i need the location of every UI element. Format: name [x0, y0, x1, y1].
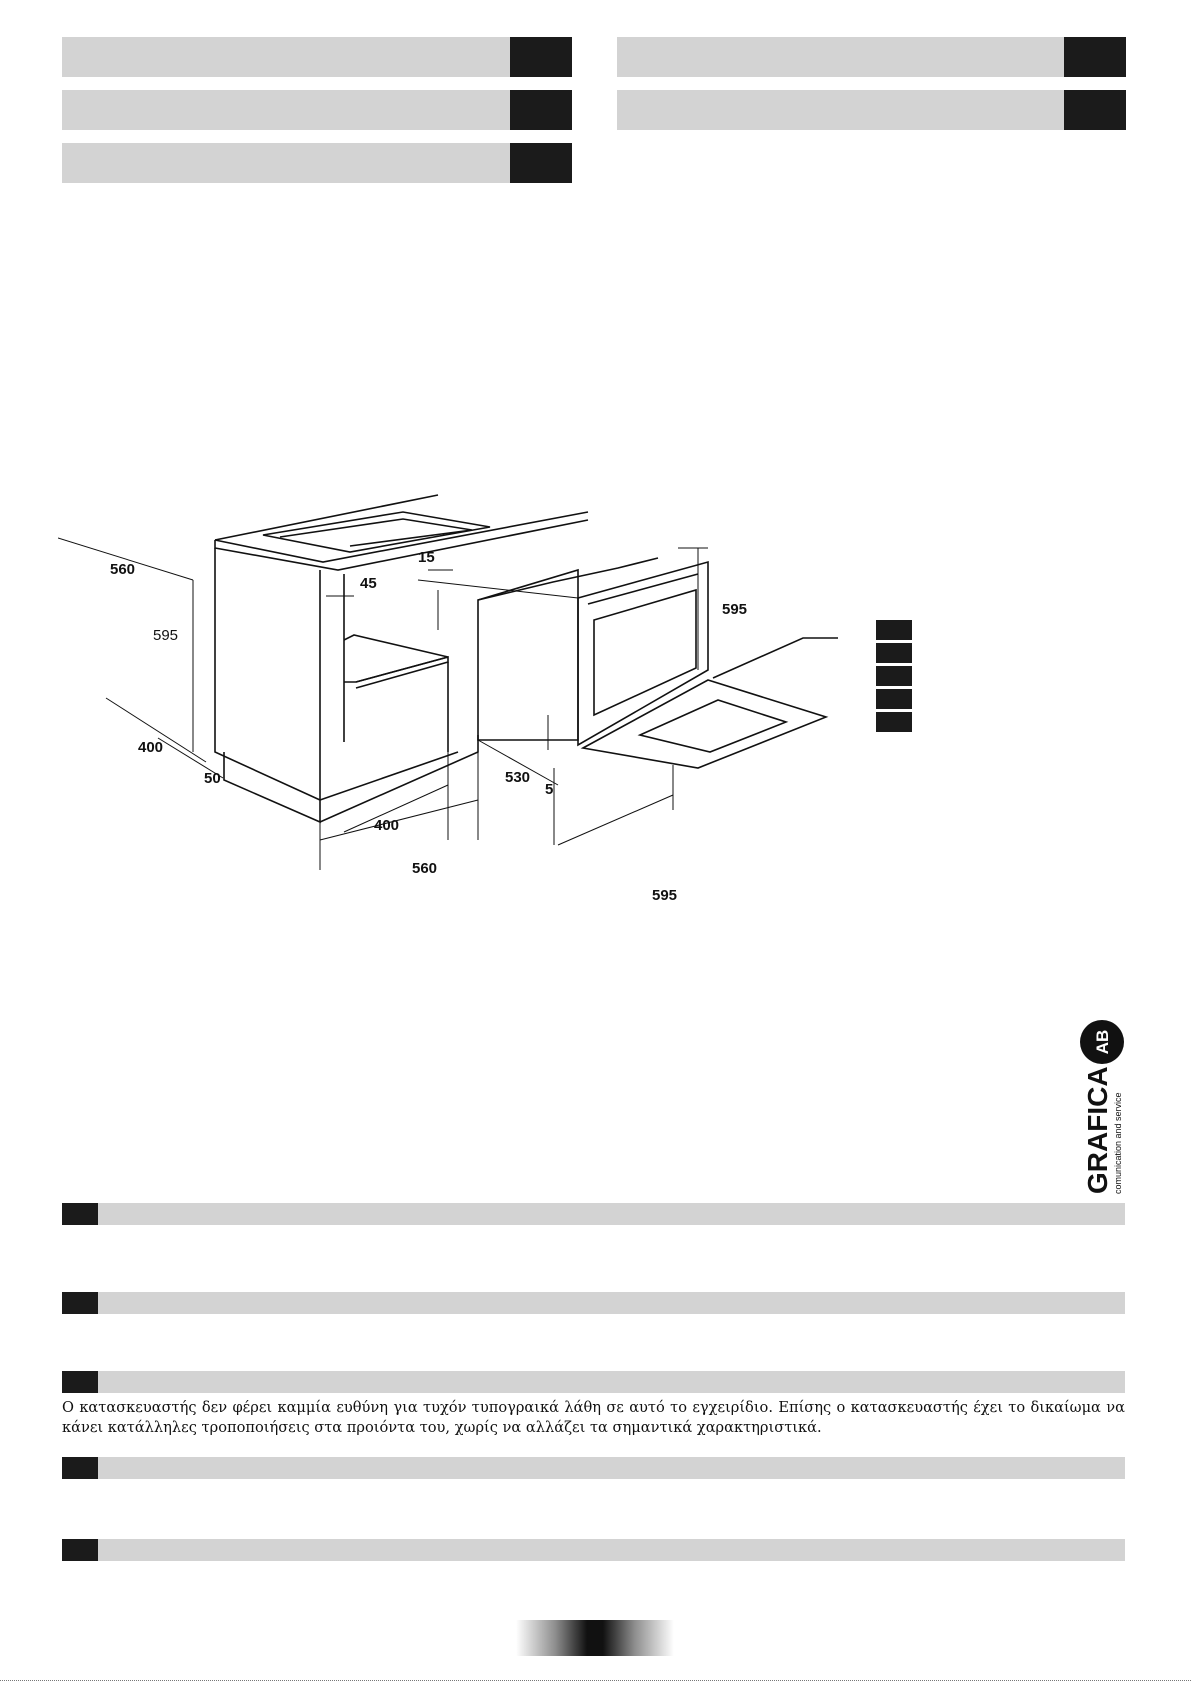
oven-door-glass: [640, 700, 786, 752]
dim-inner-width: 400: [374, 817, 400, 834]
language-tag: [876, 620, 912, 640]
header-bar-2-tab: [510, 90, 572, 130]
header-bar-5: [617, 90, 1126, 130]
disclaimer-text: Ο κατασκευαστής δεν φέρει καμμία ευθύνη για τυχόν τυπογραικά λάθη σε αυτό το εγχειρίδιο. Επίσης ο κατασκευαστής έχει το δικαίωμα να κάνει κατάλληλες τροποποιήσεις στα προιόντα του, χωρίς να αλλάζει τα σημαντικά χαρακτηριστικά.: [62, 1399, 1125, 1436]
header-bar-3-tab: [510, 143, 572, 183]
section-bar-1-tag: [62, 1203, 98, 1225]
language-tag: [876, 689, 912, 709]
logo-emblem-letters: AB: [1093, 1029, 1112, 1055]
section-bar-5: [62, 1539, 1125, 1561]
dim-door-gap: 5: [545, 781, 554, 798]
header-bar-3: [62, 143, 572, 183]
dim-bottom-depth: 400: [138, 739, 164, 756]
oven-window: [594, 590, 696, 715]
header-bar-5-tab: [1064, 90, 1126, 130]
dim-gap-rear: 45: [360, 575, 377, 592]
dim-cabinet-width: 560: [412, 860, 438, 877]
oven-handle: [588, 574, 698, 604]
cabinet-left-side: [215, 548, 320, 800]
logo-tagline: comunication and service: [1113, 1092, 1123, 1194]
cabinet-floor: [320, 752, 458, 800]
dim-cabinet-depth: 560: [110, 561, 136, 578]
dim-gap-top: 15: [418, 549, 435, 566]
hob-cutout-inner: [280, 519, 472, 546]
section-bar-1: [62, 1203, 1125, 1225]
dim-plinth: 50: [204, 770, 221, 787]
language-tags: [876, 620, 912, 735]
oven-body-side: [478, 570, 578, 740]
logo-wordmark: GRAFICA: [1082, 1066, 1113, 1194]
section-bar-4: [62, 1457, 1125, 1479]
grafica-logo: [1076, 1018, 1128, 1198]
language-tag: [876, 643, 912, 663]
cabinet-bottom: [320, 735, 478, 822]
bottom-dotted-rule: [0, 1680, 1191, 1681]
language-tag: [876, 666, 912, 686]
section-bar-5-tag: [62, 1539, 98, 1561]
page-number-tab: [516, 1620, 674, 1656]
cabinet-shelf: [344, 635, 448, 682]
countertop-edge: [215, 495, 438, 540]
cabinet-shelf-front: [356, 657, 448, 688]
header-bar-4-tab: [1064, 37, 1126, 77]
header-bar-1-tab: [510, 37, 572, 77]
oven-door-open: [583, 680, 826, 768]
installation-diagram: [58, 490, 838, 910]
header-bar-1: [62, 37, 572, 77]
oven-top: [478, 558, 658, 600]
dim-oven-depth: 530: [505, 769, 531, 786]
header-bar-2: [62, 90, 572, 130]
section-bar-3-tag: [62, 1371, 98, 1393]
section-bar-2: [62, 1292, 1125, 1314]
dim-cabinet-height: 595: [153, 627, 179, 644]
dim-oven-width: 595: [652, 887, 678, 904]
section-bar-2-tag: [62, 1292, 98, 1314]
section-bar-4-tag: [62, 1457, 98, 1479]
section-bar-3: [62, 1371, 1125, 1393]
countertop-front: [215, 520, 588, 570]
leader-line: [713, 638, 838, 678]
dim-oven-height: 595: [722, 601, 748, 618]
language-tag: [876, 712, 912, 732]
header-bar-4: [617, 37, 1126, 77]
